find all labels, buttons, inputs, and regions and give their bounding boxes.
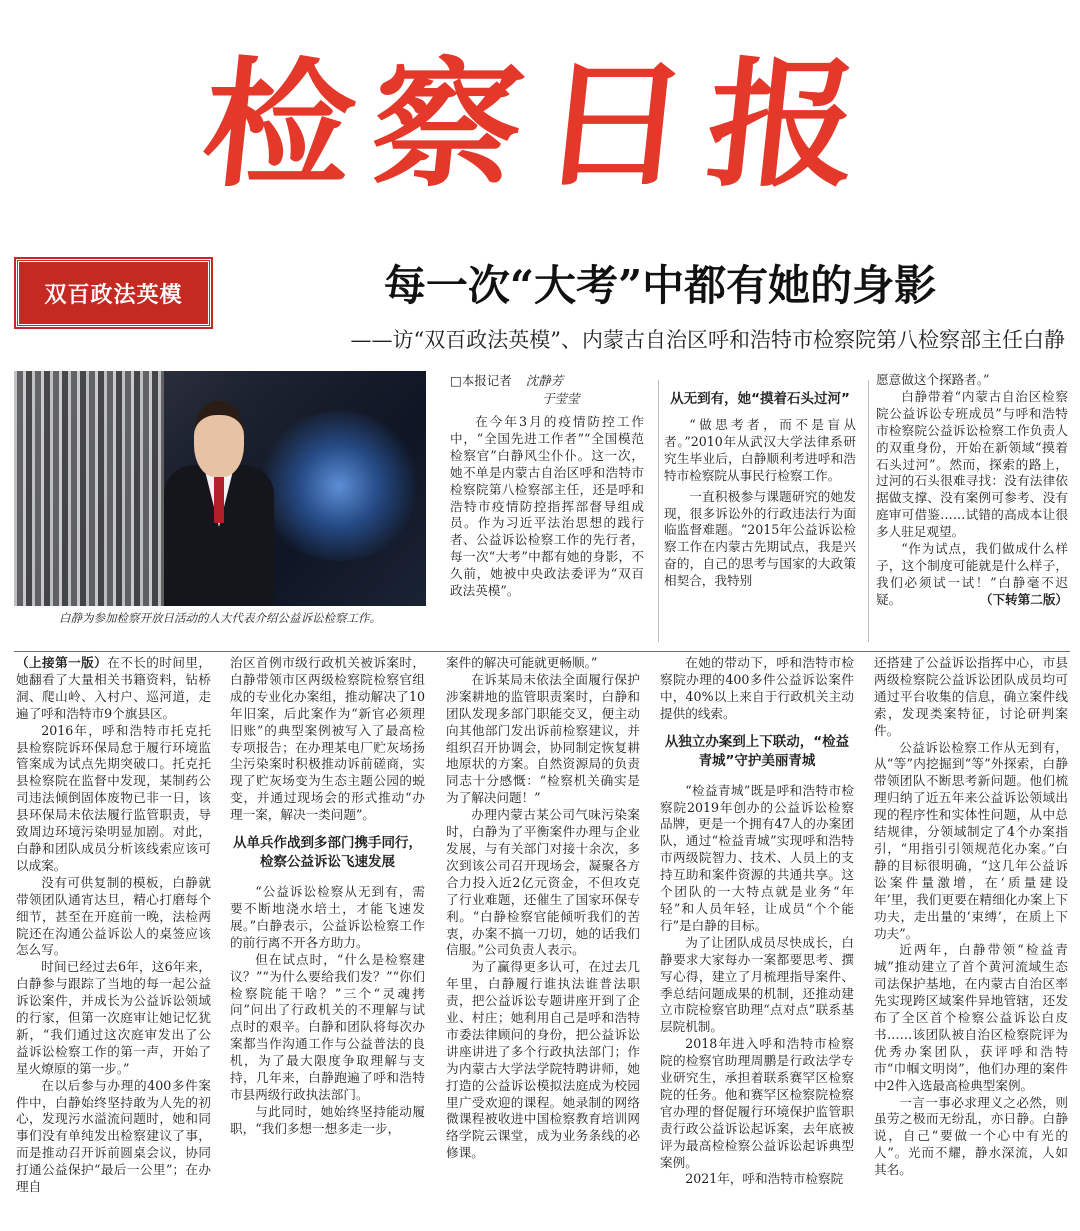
photo-caption: 白静为参加检察开放日活动的人大代表介绍公益诉讼检察工作。: [59, 611, 381, 625]
photo-screen-glow: [254, 411, 424, 561]
article-headline: 每一次“大考”中都有她的身影: [383, 261, 937, 310]
top-column-2: [664, 384, 856, 590]
photo-background-wall: [14, 371, 164, 606]
continued-notice: （上接第一版）: [16, 655, 108, 670]
top-column-3: [876, 372, 1068, 609]
paragraph: 白静带着“内蒙古自治区检察院公益诉讼专班成员”与呼和浩特市检察院公益诉讼检察工作负责人的双重身份，开始在新领域“摸着石头过河”。然而，探索的路上，过河的石头很难寻找：没有法律依据做支撑、没有案例可参考、没有庭审可借鉴……试错的高成本让很多人驻足观望。: [876, 388, 1068, 540]
section-heading: 从单兵作战到多部门携手同行，检察公益诉讼飞速发展: [233, 835, 422, 871]
paragraph: 在诉某局未依法全面履行保护涉案耕地的监管职责案时，白静和团队发现多部门职能交叉，便主动向其他部门发出诉前检察建议，并组织召开协调会，协同制定恢复耕地原状的方案。自然资源局的负责同志十分感慨：“检察机关确实是为了解决问题！”: [446, 671, 640, 806]
column-divider: [658, 380, 659, 642]
paragraph: 2018年进入呼和浩特市检察院的检察官助理周鹏是行政法学专业研究生，承担着联系赛罕区检察院的任务。他和赛罕区检察院检察官办理的督促履行环境保护监管职责行政公益诉讼起诉案，去年底被评为最高检检察公益诉讼起诉典型案例。: [660, 1036, 854, 1170]
paragraph: 但在试点时，“什么是检察建议？”“为什么要给我们发？”“你们检察院能干啥？”三个“灵魂拷问”问出了行政机关的不理解与试点时的艰辛。白静和团队将每次办案都当作沟通工作与公益普法的良机，为了最大限度争取理解与支持，几年来，白静跑遍了呼和浩特市县两级行政执法部门。: [230, 951, 425, 1102]
paragraph: 办理内蒙古某公司气味污染案时，白静为了平衡案件办理与企业发展，与有关部门对接十余次，多次到该公司召开现场会，凝聚各方合力投入近2亿元资金，不但攻克了行业难题，还催生了国家环保专利。“白静检察官能倾听我们的苦衷，办案不搞一刀切，她的话我们信服。”公司负责人表示。: [446, 807, 640, 958]
section-heading: 从独立办案到上下联动，“检益青城”守护美丽青城: [664, 733, 850, 769]
column-badge: [16, 259, 211, 327]
byline: [450, 372, 644, 408]
masthead: [0, 0, 1080, 250]
paragraph: 案件的解决可能就更畅顺。”: [446, 655, 598, 670]
section-heading: 从无到有，她“摸着石头过河”: [670, 391, 850, 407]
column-badge-label: 双百政法英模: [44, 282, 183, 308]
bottom-column-4: [660, 655, 854, 1188]
column-divider: [868, 380, 869, 642]
bottom-column-5: [874, 655, 1068, 1179]
paragraph: 为了赢得更多认可，在过去几年里，白静履行谁执法谁普法职责，把公益诉讼专题讲座开到了企业、村庄；她利用自己是呼和浩特市委法律顾问的身份，把公益诉讼讲座讲进了多个行政执法部门；作为内蒙古大学法学院特聘讲师，她打造的公益诉讼模拟法庭成为校园里广受欢迎的课程。她录制的网络微课程被收进中国检察教育培训网络学院云课堂，成为业务条线的必修课。: [446, 959, 640, 1161]
paragraph: 近两年，白静带领“检益青城”推动建立了首个黄河流域生态司法保护基地，在内蒙古自治区率先实现跨区域案件异地管辖，还发布了全区首个检察公益诉讼白皮书……该团队被自治区检察院评为优秀办案团队，获评呼和浩特市“巾帼文明岗”，他们办理的案件中2件入选最高检典型案例。: [874, 942, 1068, 1093]
paragraph: 在以后参与办理的400多件案件中，白静始终坚持敢为人先的初心，发现污水溢流问题时，她和同事们没有单纯发出检察建议了事，而是推动召开诉前圆桌会议，协同打通公益保护“最后一公里”；在办理自: [16, 1077, 211, 1195]
paragraph: 公益诉讼检察工作从无到有，从“等”内挖掘到“等”外探索，白静带领团队不断思考新问题。他们梳理归纳了近五年来公益诉讼领域出现的程序性和实体性问题，从中总结规律，分领域制定了4个办案指引，“用指引引领规范化办案。”白静的目标很明确，“这几年公益诉讼案件量激增，在‘质量建设年’里，我们更要在精细化办案上下功夫，走出量的‘束缚’，在质上下功夫”。: [874, 739, 1068, 941]
paragraph: 在她的带动下，呼和浩特市检察院办理的400多件公益诉讼案件中，40%以上来自于行政机关主动提供的线索。: [660, 655, 854, 721]
bottom-column-3: [446, 655, 640, 1162]
paragraph: 与此同时，她始终坚持能动履职，“我们多想一想多走一步，: [230, 1103, 425, 1136]
paragraph: 愿意做这个探路者。”: [876, 372, 990, 387]
article-subtitle: ——访“双百政法英模”、内蒙古自治区呼和浩特市检察院第八检察部主任白静: [350, 328, 1065, 352]
paragraph: 一直积极参与课题研究的她发现，很多诉讼外的行政违法行为面临监督难题。“2015年公益诉讼检察工作在内蒙古先期试点，我是兴奋的，自己的思考与国家的大政策相契合，我特别: [664, 488, 856, 589]
horizontal-rule: [14, 651, 1070, 652]
byline-label: □本报记者: [450, 373, 512, 388]
paragraph: 治区首例市级行政机关被诉案时，白静带领市区两级检察院检察官组成的专业化办案组，推动解决了10年旧案，后此案作为“新官必须理旧账”的典型案例被写入了最高检专项报告；在办理某电厂贮灰场扬尘污染案时积极推动诉前磋商，实现了贮灰场变为生态主题公园的蜕变，并通过现场会的形式推动“办理一案，解决一类问题”。: [230, 655, 425, 823]
jump-notice: （下转第二版）: [979, 591, 1068, 607]
bottom-column-1: [16, 655, 211, 1196]
article-photo: [14, 371, 426, 606]
paragraph: “做思考者，而不是盲从者。”2010年从武汉大学法律系研究生毕业后，白静顺利考进呼和浩特市检察院从事民行检察工作。: [664, 417, 856, 483]
paragraph: 还搭建了公益诉讼指挥中心，市县两级检察院公益诉讼团队成员均可通过平台收集的信息，确立案件线索，发现类案特征，讨论研判案件。: [874, 655, 1068, 738]
paragraph: 2016年，呼和浩特市托克托县检察院诉环保局怠于履行环境监管案成为试点先期突破口。托克托县检察院在监督中发现，某制药公司违法倾倒固体废物已非一日，该县环保局未依法履行监管职责，导致周边环境污染明显加剧。对此，白静和团队成员分析该线索应该可以成案。: [16, 722, 211, 873]
paragraph: （上接第一版）在不长的时间里，她翻看了大量相关书籍资料，钻桥洞、爬山岭、入村户、巡河道，走遍了呼和浩特市9个旗县区。: [16, 655, 212, 721]
newspaper-title: 检察日报: [195, 44, 885, 206]
paragraph: 2021年，呼和浩特市检察院: [685, 1171, 844, 1187]
bottom-column-2: [230, 655, 425, 1138]
paragraph: 时间已经过去6年，这6年来，白静参与跟踪了当地的每一起公益诉讼案件，并成长为公益诉讼领域的行家，但第一次庭审让她记忆犹新，“我们通过这次庭审发出了公益诉讼检察工作的第一声，开始了星火燎原的第一步。”: [16, 959, 211, 1076]
paragraph: 一言一事必求理义之必然，则虽劳之极而无纷乱，亦日静。白静说，自己“要做一个心中有光的人”。光而不耀，静水深流，人如其名。: [874, 1094, 1068, 1178]
paragraph: “检益青城”既是呼和浩特市检察院2019年创办的公益诉讼检察品牌，更是一个拥有47人的办案团队，通过“检益青城”实现呼和浩特市两级院智力、技术、人员上的支持互助和案件资源的共通共享。这个团队的一大特点就是业务“年轻”和人员年轻，让成员“个个能行”是白静的目标。: [660, 782, 854, 933]
top-column-1: [450, 372, 644, 600]
paragraph: “作为试点，我们做成什么样子，这个制度可能就是什么样子，我们必须试一试！”白静毫不迟疑。 （下转第二版）: [876, 541, 1068, 607]
byline-name: 于莹莹: [542, 391, 580, 406]
paragraph: 为了让团队成员尽快成长，白静要求大家每办一案都要思考、撰写心得，建立了月梳理指导案件、季总结问题成果的机制，还推动建立市院检察官助理“点对点”联系基层院机制。: [660, 934, 854, 1035]
paragraph: 没有可供复制的模板，白静就带领团队通宵达旦，精心打磨每个细节，甚至在开庭前一晚，法检两院还在沟通公益诉讼人的桌签应该怎么写。: [16, 874, 211, 958]
photo-person: [164, 401, 274, 606]
paragraph: 在今年3月的疫情防控工作中，“全国先进工作者”“全国模范检察官”白静风尘仆仆。这一次，她不单是内蒙古自治区呼和浩特市检察院第八检察部主任，还是呼和浩特市疫情防控指挥部督导组成员。作为习近平法治思想的践行者、公益诉讼检察工作的先行者，每一次“大考”中都有她的身影，不久前，她被中央政法委评为“双百政法英模”。: [450, 414, 644, 599]
byline-name: 沈静芳: [525, 373, 564, 388]
paragraph: “公益诉讼检察从无到有，需要不断地浇水培土，才能飞速发展。”白静表示，公益诉讼检察工作的前行离不开各方助力。: [230, 884, 425, 950]
